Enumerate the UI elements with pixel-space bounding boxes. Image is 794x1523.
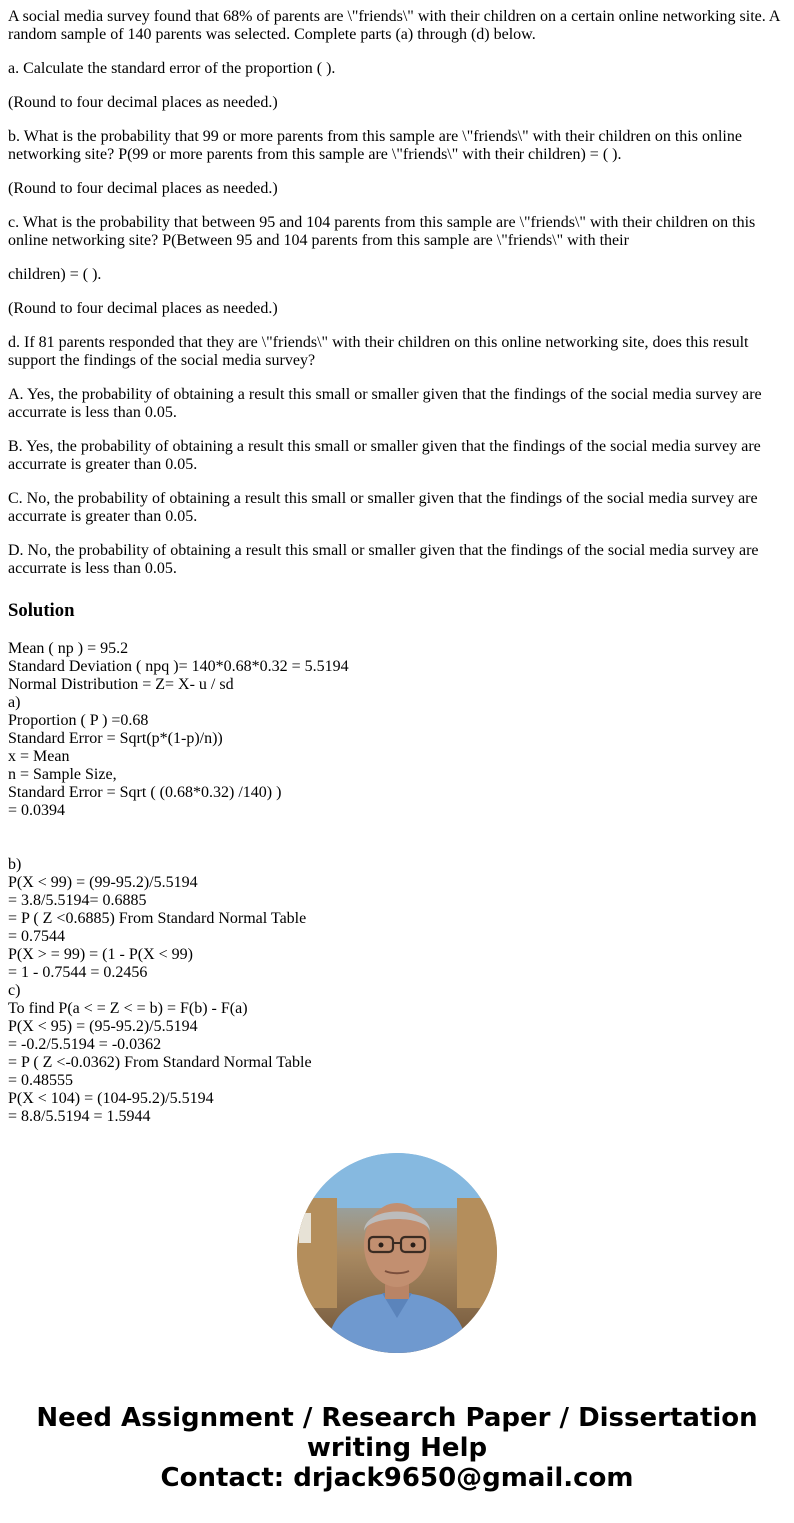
rounding-note-a: (Round to four decimal places as needed.): [8, 94, 278, 111]
solution-line: Normal Distribution = Z= X- u / sd: [8, 676, 234, 693]
question-part-c: c. What is the probability that between 95 and 104 parents from this sample are \"friends\" with their children on this online networking site? P(Between 95 and 104 parents from this sample are \"friends\" with their: [8, 214, 756, 249]
solution-line: P(X > = 99) = (1 - P(X < 99): [8, 946, 193, 963]
person-photo-icon: [297, 1153, 497, 1353]
solution-line: P(X < 95) = (95-95.2)/5.5194: [8, 1018, 198, 1035]
solution-line: b): [8, 856, 22, 873]
solution-line: = 8.8/5.5194 = 1.5944: [8, 1108, 151, 1125]
author-avatar: [297, 1153, 497, 1353]
document-body: [8, 0, 786, 1126]
footer-line-1: Need Assignment / Research Paper / Dissertation: [36, 1403, 758, 1433]
solution-line: a): [8, 694, 21, 711]
solution-line: Standard Error = Sqrt(p*(1-p)/n)): [8, 730, 223, 747]
solution-line: Standard Deviation ( npq )= 140*0.68*0.32 = 5.5194: [8, 658, 349, 675]
contact-footer: [0, 1403, 794, 1493]
footer-line-2: writing Help: [306, 1433, 488, 1463]
solution-line: = 0.0394: [8, 802, 66, 819]
solution-line: Standard Error = Sqrt ( (0.68*0.32) /140) ): [8, 784, 282, 801]
question-part-d: d. If 81 parents responded that they are \"friends\" with their children on this online networking site, does this result support the findings of the social media survey?: [8, 334, 749, 369]
solution-line: = 1 - 0.7544 = 0.2456: [8, 964, 148, 981]
option-a: A. Yes, the probability of obtaining a result this small or smaller given that the findings of the social media survey are accurrate is less than 0.05.: [8, 386, 762, 421]
solution-line: [8, 820, 786, 838]
solution-line: = P ( Z <0.6885) From Standard Normal Table: [8, 910, 307, 927]
solution-line: Proportion ( P ) =0.68: [8, 712, 149, 729]
solution-line: = -0.2/5.5194 = -0.0362: [8, 1036, 162, 1053]
solution-line: n = Sample Size,: [8, 766, 117, 783]
solution-lines: [8, 640, 786, 1126]
solution-line: P(X < 104) = (104-95.2)/5.5194: [8, 1090, 214, 1107]
footer-contact-email: Contact: drjack9650@gmail.com: [160, 1463, 634, 1493]
solution-line: Mean ( np ) = 95.2: [8, 640, 129, 657]
question-intro: A social media survey found that 68% of parents are \"friends\" with their children on a certain online networking site. A random sample of 140 parents was selected. Complete parts (a) through (d) below.: [8, 8, 780, 43]
rounding-note-b: (Round to four decimal places as needed.): [8, 180, 278, 197]
question-part-a: a. Calculate the standard error of the proportion ( ).: [8, 60, 336, 77]
question-part-b: b. What is the probability that 99 or more parents from this sample are \"friends\" with their children on this online networking site? P(99 or more parents from this sample are \"friends\" with their children) = ( ).: [8, 128, 742, 163]
solution-line: To find P(a < = Z < = b) = F(b) - F(a): [8, 1000, 248, 1017]
solution-line: c): [8, 982, 21, 999]
question-part-c-continued: children) = ( ).: [8, 266, 102, 283]
solution-heading: Solution: [8, 600, 75, 621]
solution-line: [8, 838, 786, 856]
option-b: B. Yes, the probability of obtaining a result this small or smaller given that the findings of the social media survey are accurrate is greater than 0.05.: [8, 438, 761, 473]
solution-line: = 0.7544: [8, 928, 66, 945]
solution-line: = P ( Z <-0.0362) From Standard Normal Table: [8, 1054, 312, 1071]
option-d: D. No, the probability of obtaining a result this small or smaller given that the findings of the social media survey are accurrate is less than 0.05.: [8, 542, 759, 577]
option-c: C. No, the probability of obtaining a result this small or smaller given that the findings of the social media survey are accurrate is greater than 0.05.: [8, 490, 758, 525]
solution-line: P(X < 99) = (99-95.2)/5.5194: [8, 874, 198, 891]
rounding-note-c: (Round to four decimal places as needed.): [8, 300, 278, 317]
solution-line: = 0.48555: [8, 1072, 74, 1089]
solution-line: = 3.8/5.5194= 0.6885: [8, 892, 147, 909]
solution-line: x = Mean: [8, 748, 70, 765]
